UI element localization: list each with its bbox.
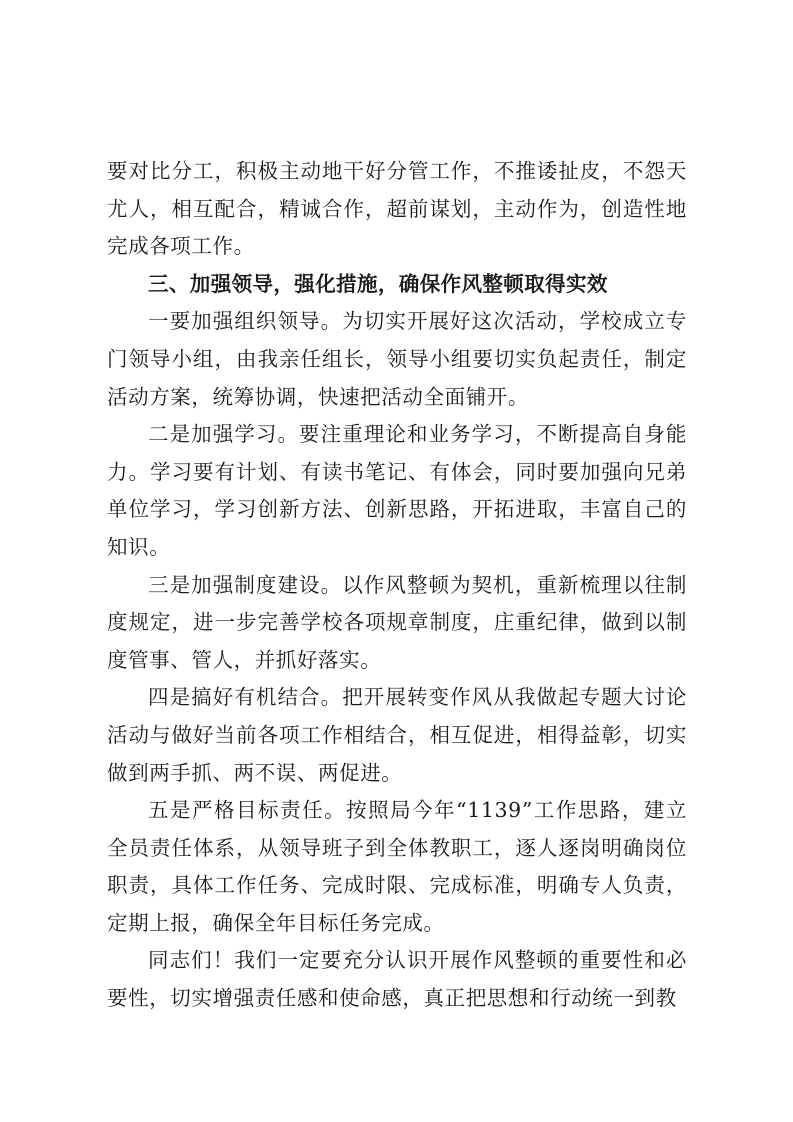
document-body xyxy=(107,153,687,1018)
paragraph-organization: 一要加强组织领导。为切实开展好这次活动，学校成立专门领导小组，由我亲任组长，领导小组要切实负起责任，制定活动方案，统筹协调，快速把活动全面铺开。 xyxy=(107,309,687,409)
paragraph-responsibility: 五是严格目标责任。按照局今年“1139”工作思路，建立全员责任体系，从领导班子到全体教职工，逐人逐岗明确岗位职责，具体工作任务、完成时限、完成标准，明确专人负责，定期上报，确保全年目标任务完成。 xyxy=(107,798,687,935)
section-heading: 三、加强领导，强化措施，确保作风整顿取得实效 xyxy=(148,271,608,296)
paragraph-closing: 同志们！我们一定要充分认识开展作风整顿的重要性和必要性，切实增强责任感和使命感，真正把思想和行动统一到教 xyxy=(107,948,687,1011)
paragraph-combination: 四是搞好有机结合。把开展转变作风从我做起专题大讨论活动与做好当前各项工作相结合，相互促进，相得益彰，切实做到两手抓、两不误、两促进。 xyxy=(107,685,687,785)
paragraph-continuation: 要对比分工，积极主动地干好分管工作，不推诿扯皮，不怨天尤人，相互配合，精诚合作，超前谋划，主动作为，创造性地完成各项工作。 xyxy=(107,159,687,259)
paragraph-study: 二是加强学习。要注重理论和业务学习，不断提高自身能力。学习要有计划、有读书笔记、有体会，同时要加强向兄弟单位学习，学习创新方法、创新思路，开拓进取，丰富自己的知识。 xyxy=(107,422,687,559)
paragraph-system: 三是加强制度建设。以作风整顿为契机，重新梳理以往制度规定，进一步完善学校各项规章制度，庄重纪律，做到以制度管事、管人，并抓好落实。 xyxy=(107,572,687,672)
